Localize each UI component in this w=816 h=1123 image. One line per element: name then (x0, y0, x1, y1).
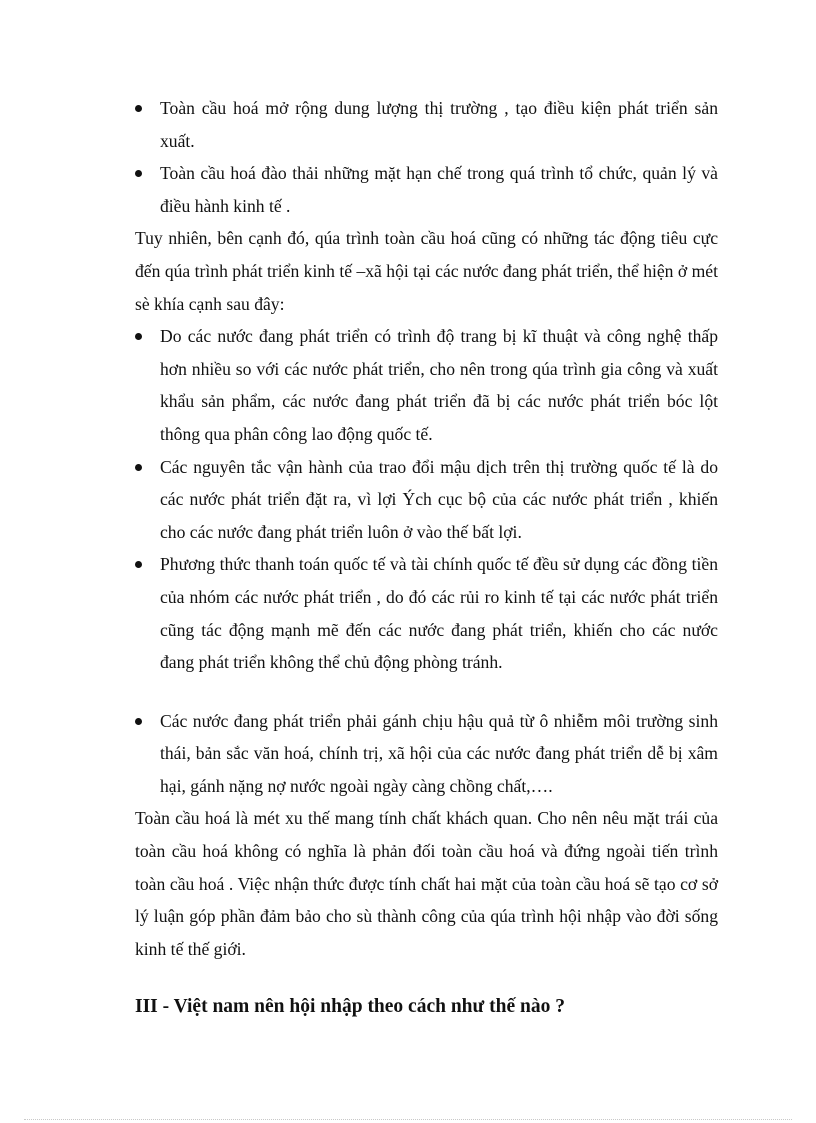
page-content (135, 92, 718, 1021)
bullet-text: Do các nước đang phát triển có trình độ trang bị kĩ thuật và công nghệ thấp hơn nhiều so với các nước phát triển, cho nên trong qúa trình gia công và xuất khẩu sản phẩm, các nước đang phát triển đã bị các nước phát triển bóc lột thông qua phân công lao động quốc tế. (160, 326, 718, 444)
list-item (135, 705, 718, 803)
bullet-icon (135, 333, 142, 340)
list-item (135, 157, 718, 222)
bullet-list-negative-impacts (135, 320, 718, 679)
page-bottom-divider (24, 1119, 792, 1120)
bullet-text: Phương thức thanh toán quốc tế và tài chính quốc tế đều sử dụng các đồng tiền của nhóm các nước phát triển , do đó các rủi ro kinh tế tại các nước phát triển cũng tác động mạnh mẽ đến các nước đang phát triển, khiến cho các nước đang phát triển không thể chủ động phòng tránh. (160, 554, 718, 673)
paragraph-conclusion: Toàn cầu hoá là mét xu thế mang tính chất khách quan. Cho nên nêu mặt trái của toàn cầu hoá không có nghĩa là phản đối toàn cầu hoá và đứng ngoài tiến trình toàn cầu hoá . Việc nhận thức được tính chất hai mặt của toàn cầu hoá sẽ tạo cơ sở lý luận góp phần đảm bảo cho sù thành công của qúa trình hội nhập vào đời sống kinh tế thế giới. (135, 808, 718, 959)
paragraph-negative-impacts-intro: Tuy nhiên, bên cạnh đó, qúa trình toàn cầu hoá cũng có những tác động tiêu cực đến qúa trình phát triển kinh tế –xã hội tại các nước đang phát triển, thể hiện ở mét sè khía cạnh sau đây: (135, 228, 718, 314)
list-item (135, 451, 718, 549)
bullet-text: Các nước đang phát triển phải gánh chịu hậu quả từ ô nhiễm môi trường sinh thái, bản sắc văn hoá, chính trị, xã hội của các nước đang phát triển dễ bị xâm hại, gánh nặng nợ nước ngoài ngày càng chồng chất,…. (160, 710, 718, 796)
bullet-icon (135, 561, 142, 568)
bullet-text: Toàn cầu hoá đào thải những mặt hạn chế trong quá trình tổ chức, quản lý và điều hành kinh tế . (160, 163, 718, 216)
bullet-list-consequences (135, 705, 718, 803)
bullet-list-benefits (135, 92, 718, 222)
list-item (135, 320, 718, 450)
bullet-icon (135, 170, 142, 177)
list-item (135, 92, 718, 157)
bullet-text: Các nguyên tắc vận hành của trao đổi mậu dịch trên thị trường quốc tế là do các nước phát triển đặt ra, vì lợi Ých cục bộ của các nước phát triển , khiến cho các nước đang phát triển luôn ở vào thế bất lợi. (160, 456, 718, 542)
list-item (135, 548, 718, 678)
bullet-icon (135, 464, 142, 471)
bullet-icon (135, 718, 142, 725)
blank-line (135, 679, 718, 705)
bullet-icon (135, 105, 142, 112)
section-heading: III - Việt nam nên hội nhập theo cách như thế nào ? (135, 996, 565, 1018)
bullet-text: Toàn cầu hoá mở rộng dung lượng thị trường , tạo điều kiện phát triển sản xuất. (160, 98, 718, 151)
